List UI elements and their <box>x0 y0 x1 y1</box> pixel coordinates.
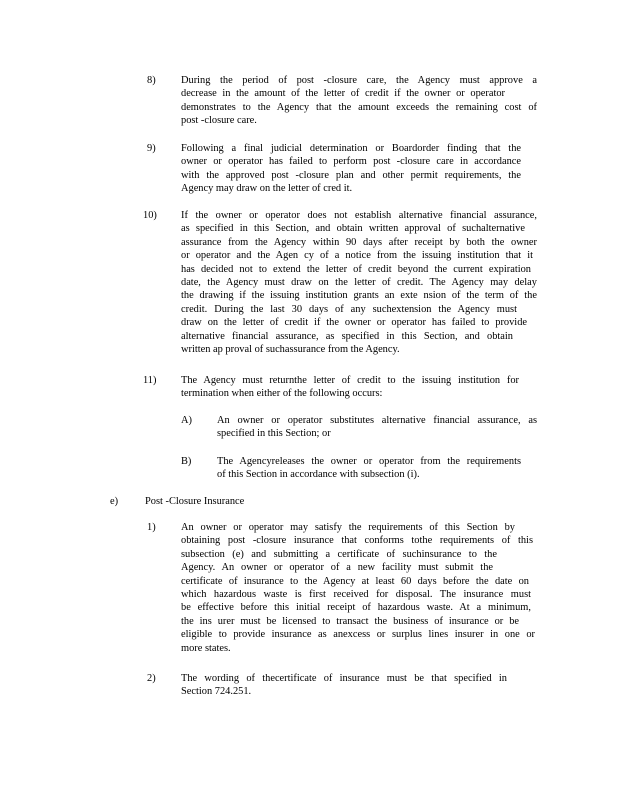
item-number: 11) <box>143 375 157 386</box>
text-line: or operator and the Agen cy of a notice from the issuing institution that it <box>181 250 533 262</box>
text-line: alternative financial assurance, as specified in this Section, and obtain <box>181 330 513 342</box>
item-number: 9) <box>147 143 156 154</box>
text-line: with the approved post -closure plan and other permit requirements, the <box>181 169 521 181</box>
text-line: date, the Agency must draw on the letter of credit. The Agency may delay <box>181 276 537 288</box>
paragraph-text <box>217 414 537 441</box>
text-line: owner or operator has failed to perform post -closure care in accordance <box>181 156 521 168</box>
item-number: 1) <box>147 522 156 533</box>
item-number: 10) <box>143 210 157 221</box>
text-line: Post -Closure Insurance <box>145 496 245 507</box>
text-line: obtaining post -closure insurance that conforms tothe requirements of this <box>181 535 533 547</box>
item-number: A) <box>181 415 192 426</box>
text-line: An owner or operator substitutes alternative financial assurance, as <box>217 415 537 426</box>
text-line: termination when either of the following occurs: <box>181 388 383 400</box>
item-number: 8) <box>147 75 156 86</box>
text-line: as specified in this Section, and obtain written approval of suchalternative <box>181 223 525 235</box>
paragraph-text <box>181 672 507 699</box>
text-line: be effective before this initial receipt of hazardous waste. At a minimum, <box>181 602 531 614</box>
text-line: demonstrates to the Agency that the amount exceeds the remaining cost of <box>181 101 537 113</box>
text-line: An owner or operator may satisfy the requirements of this Section by <box>181 522 515 533</box>
text-line: which hazardous waste is first received for disposal. The insurance must <box>181 588 531 600</box>
text-line: written ap proval of suchassurance from the Agency. <box>181 343 400 355</box>
text-line: the ins urer must be licensed to transact the business of insurance or be <box>181 615 519 627</box>
paragraph-text <box>181 521 533 655</box>
paragraph-text <box>181 374 519 401</box>
text-line: subsection (e) and submitting a certificate of suchinsurance to the <box>181 548 497 560</box>
text-line: certificate of insurance to the Agency at least 60 days before the date on <box>181 575 529 587</box>
section-title <box>145 495 345 508</box>
text-line: Agency. An owner or operator of a new facility must submit the <box>181 562 493 574</box>
text-line: During the period of post -closure care, the Agency must approve a <box>181 75 537 86</box>
text-line: the drawing if the issuing institution grants an exte nsion of the term of the <box>181 290 537 302</box>
text-line: Section 724.251. <box>181 686 252 698</box>
paragraph-text <box>181 209 537 356</box>
text-line: eligible to provide insurance as anexcess or surplus lines insurer in one or <box>181 629 535 641</box>
text-line: Following a final judicial determination or Boardorder finding that the <box>181 143 521 154</box>
text-line: If the owner or operator does not establish alternative financial assurance, <box>181 210 537 221</box>
paragraph-text <box>181 142 521 196</box>
text-line: The wording of thecertificate of insurance must be that specified in <box>181 673 507 684</box>
text-line: post -closure care. <box>181 115 257 127</box>
text-line: The Agencyreleases the owner or operator from the requirements <box>217 456 521 467</box>
text-line: more states. <box>181 642 231 654</box>
item-number: 2) <box>147 673 156 684</box>
paragraph-text <box>181 74 537 128</box>
text-line: The Agency must returnthe letter of credit to the issuing institution for <box>181 375 519 386</box>
text-line: of this Section in accordance with subsection (i). <box>217 469 420 481</box>
item-number: B) <box>181 456 192 467</box>
text-line: decrease in the amount of the letter of credit if the owner or operator <box>181 88 505 100</box>
text-line: credit. During the last 30 days of any suchextension the Agency must <box>181 303 517 315</box>
paragraph-text <box>217 455 521 482</box>
item-number: e) <box>110 496 119 507</box>
text-line: assurance from the Agency within 90 days after receipt by both the owner <box>181 236 537 248</box>
text-line: has decided not to extend the letter of credit beyond the current expiration <box>181 263 531 275</box>
text-line: specified in this Section; or <box>217 428 331 440</box>
text-line: draw on the letter of credit if the owner or operator has failed to provide <box>181 317 527 329</box>
text-line: Agency may draw on the letter of cred it. <box>181 183 353 195</box>
